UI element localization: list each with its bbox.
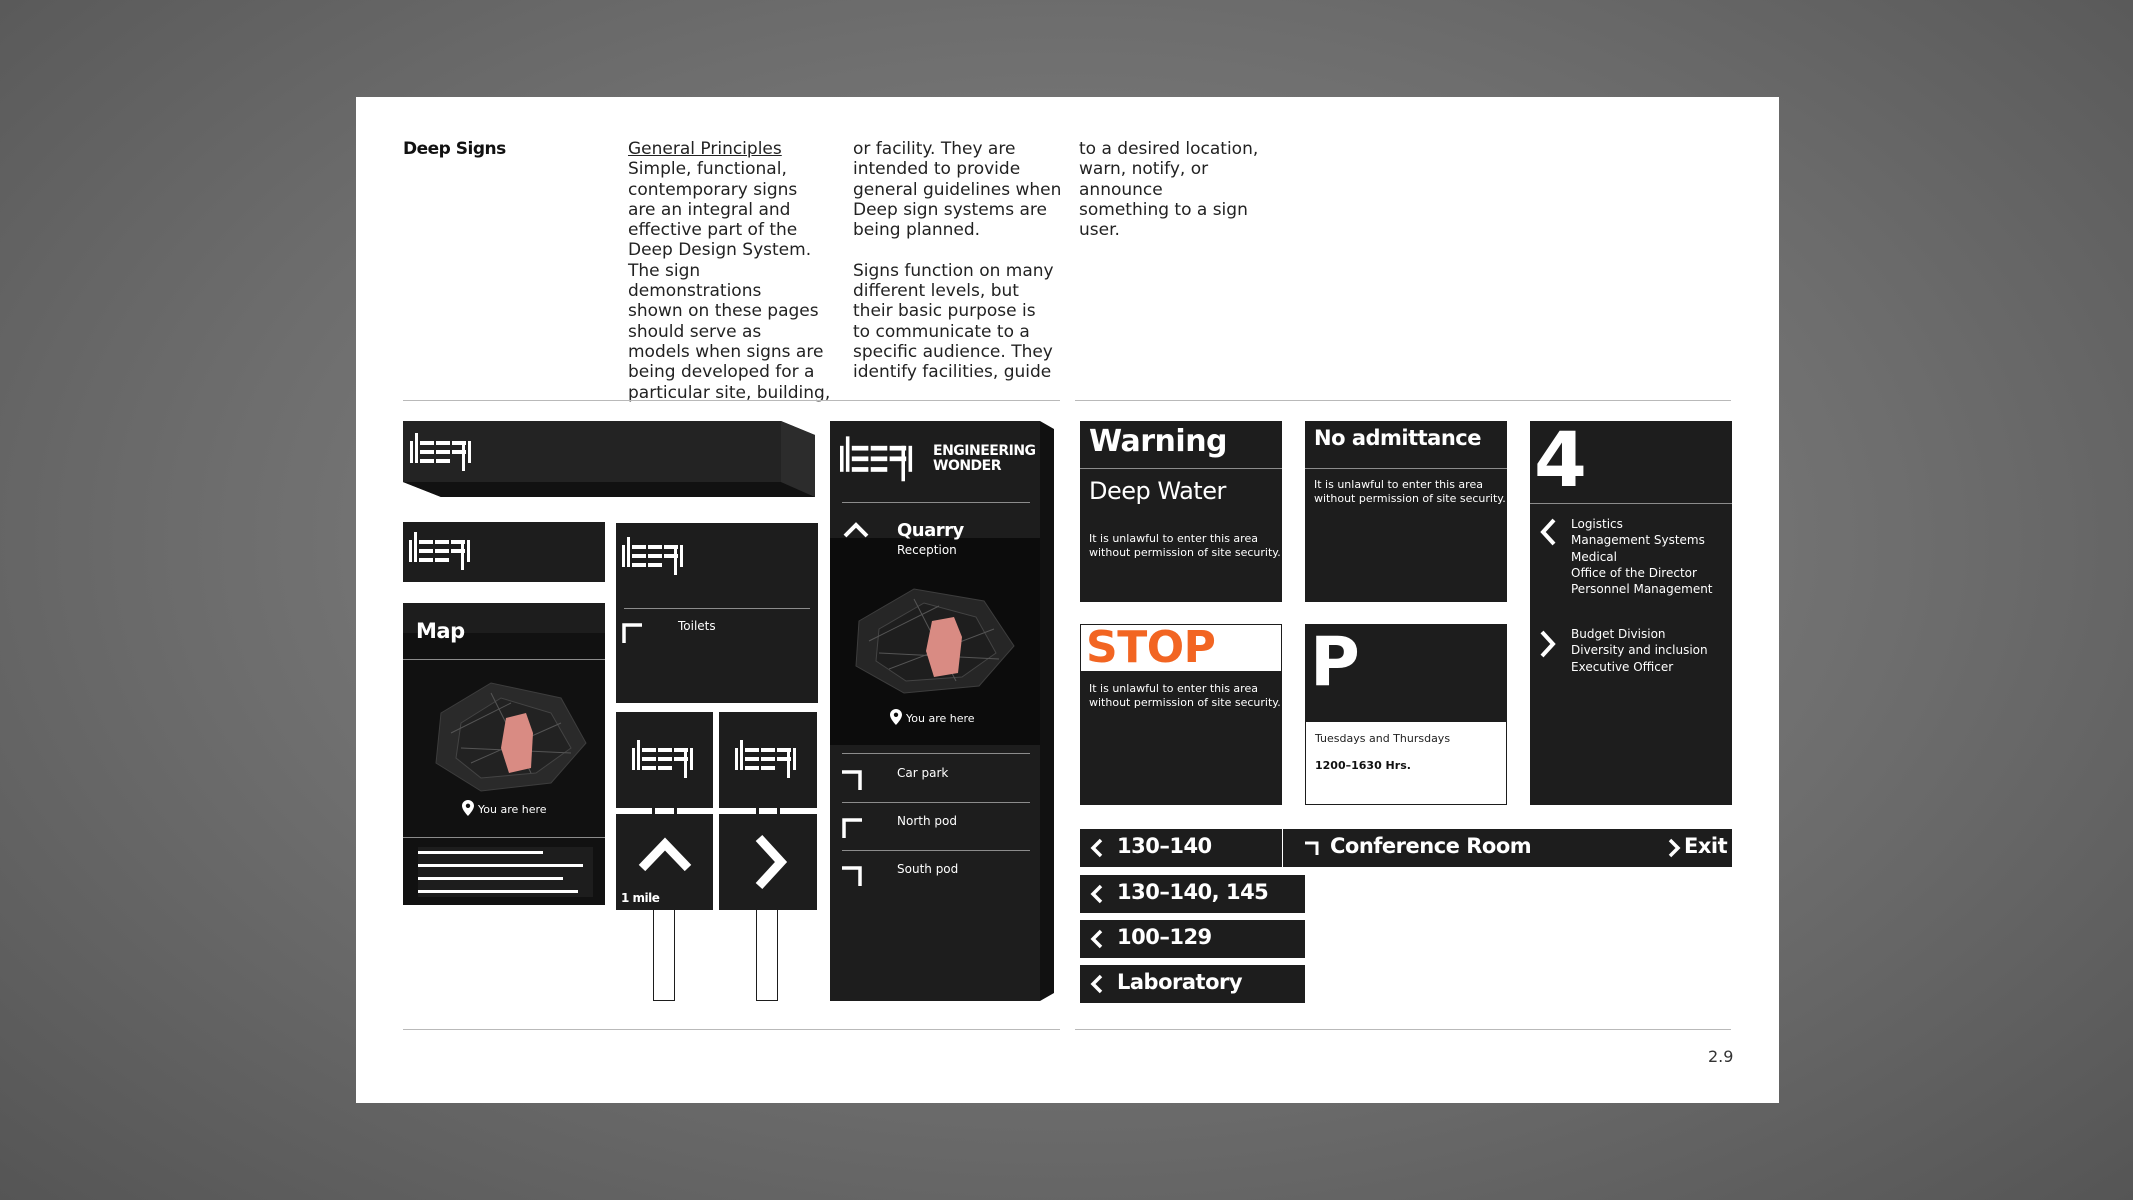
- deep-logo-icon: [840, 433, 918, 487]
- warning-subtitle: Deep Water: [1089, 477, 1226, 505]
- direction-label-laboratory: Laboratory: [1117, 970, 1243, 994]
- floor-group-2: Budget Division Diversity and inclusion Executive Officer: [1571, 627, 1708, 674]
- arrow-left-icon: [1090, 884, 1104, 904]
- map-title: Map: [416, 619, 465, 643]
- warning-text: It is unlawful to enter this area without permission of site security.: [1089, 532, 1281, 559]
- toilets-label: Toilets: [678, 619, 716, 633]
- no-admittance-sign: [1305, 421, 1507, 602]
- divider-left-bottom: [403, 1029, 1060, 1030]
- tower-tagline-1: ENGINEERING: [933, 443, 1036, 459]
- arrow-right-icon: [1667, 838, 1681, 858]
- tower-item-north-pod: North pod: [897, 814, 957, 828]
- sign-post-left: [653, 910, 675, 1001]
- parking-letter: P: [1310, 623, 1360, 702]
- divider-left-top: [403, 400, 1060, 401]
- floor-group-1: Logistics Management Systems Medical Office of the Director Personnel Management: [1571, 517, 1713, 597]
- parking-days: Tuesdays and Thursdays: [1315, 732, 1451, 745]
- direction-label-conference: Conference Room: [1330, 834, 1532, 858]
- floor-number: 4: [1534, 415, 1587, 504]
- direction-strip-100-129: [1080, 920, 1305, 958]
- arrow-up-icon: [842, 521, 870, 539]
- map-sign: [403, 603, 605, 905]
- direction-label-130-140: 130–140: [1117, 834, 1212, 858]
- page-number: 2.9: [1708, 1047, 1734, 1066]
- direction-strip-130-145: [1080, 875, 1305, 913]
- corner-arrow-icon: [842, 866, 862, 886]
- divider-right-bottom: [1075, 1029, 1731, 1030]
- sign-post-right: [756, 910, 778, 1001]
- post-sign-right-arrow: [719, 814, 817, 910]
- document-page: [356, 97, 1779, 1103]
- distance-label: 1 mile: [621, 891, 660, 905]
- warning-sign: [1080, 421, 1282, 602]
- floor-directory-sign: [1530, 415, 1732, 805]
- arrow-left-icon: [1538, 517, 1558, 547]
- tower-item-south-pod: South pod: [897, 862, 959, 876]
- stop-sign: [1080, 624, 1282, 805]
- no-admittance-title: No admittance: [1314, 426, 1481, 450]
- intro-heading: General Principles: [628, 139, 782, 159]
- corner-arrow-icon: [842, 770, 862, 790]
- deep-logo-icon: [409, 530, 475, 574]
- tower-item-car-park: Car park: [897, 766, 949, 780]
- map-terrain-image: [844, 581, 1024, 701]
- stop-text: It is unlawful to enter this area without permission of site security.: [1089, 682, 1281, 709]
- parking-hours: 1200–1630 Hrs.: [1315, 759, 1411, 772]
- tower-sign-side: [1040, 421, 1054, 1001]
- post-sign-up-arrow: [616, 814, 713, 910]
- corner-arrow-icon: [842, 818, 862, 838]
- intro-paragraph-1: Simple, functional, contemporary signs are an integral and effective part of the Deep Design System. The sign demonstrations shown on these pages should serve as models when signs are being developed for a particular site, building,: [628, 159, 831, 403]
- tower-sign: [830, 421, 1040, 1001]
- logo-sign-small: [403, 522, 605, 582]
- direction-strip-130-140: [1080, 829, 1282, 867]
- map-terrain-image: [421, 673, 591, 803]
- intro-column-2: or facility. They are intended to provide general guidelines when Deep sign systems are being planned. Signs function on many different levels, but their basic purpose is to communicate to a specific audience. They identify facilities, guide: [853, 139, 1062, 383]
- stop-title: STOP: [1086, 622, 1216, 673]
- direction-label-100-129: 100–129: [1117, 925, 1212, 949]
- tower-you-are-here: You are here: [906, 712, 975, 725]
- post-sign-logo-2: [719, 712, 817, 808]
- arrow-left-icon: [1090, 974, 1104, 994]
- location-pin-icon: [462, 800, 474, 816]
- direction-strip-conference: [1283, 829, 1732, 867]
- direction-strip-laboratory: [1080, 965, 1305, 1003]
- toilets-sign: [616, 523, 818, 703]
- corner-arrow-icon: [622, 623, 642, 643]
- tower-destination: Quarry: [897, 520, 964, 541]
- tower-tagline-2: WONDER: [933, 458, 1002, 474]
- direction-label-exit: Exit: [1684, 834, 1728, 858]
- section-title: Deep Signs: [403, 139, 506, 159]
- deep-logo-icon: [735, 738, 801, 782]
- map-text-lines: [418, 847, 593, 897]
- tower-destination-sub: Reception: [897, 543, 957, 557]
- location-pin-icon: [890, 709, 902, 725]
- map-you-are-here: You are here: [478, 803, 547, 816]
- intro-column-3: to a desired location, warn, notify, or announce something to a sign user.: [1079, 139, 1259, 241]
- arrow-right-icon: [753, 834, 787, 890]
- deep-logo-icon: [632, 738, 698, 782]
- direction-label-130-145: 130–140, 145: [1117, 880, 1269, 904]
- arrow-left-icon: [1090, 838, 1104, 858]
- post-sign-logo-1: [616, 712, 713, 808]
- arrow-right-icon: [1538, 629, 1558, 659]
- intro-column-1: [628, 139, 838, 403]
- divider-right-top: [1075, 400, 1731, 401]
- corner-arrow-icon: [1305, 841, 1319, 855]
- warning-title: Warning: [1089, 424, 1228, 459]
- arrow-left-icon: [1090, 929, 1104, 949]
- no-admittance-text: It is unlawful to enter this area without permission of site security.: [1314, 478, 1506, 505]
- deep-logo-icon: [622, 535, 688, 579]
- banner-sign: [403, 421, 815, 497]
- arrow-up-icon: [638, 836, 692, 872]
- parking-sign: [1305, 624, 1507, 805]
